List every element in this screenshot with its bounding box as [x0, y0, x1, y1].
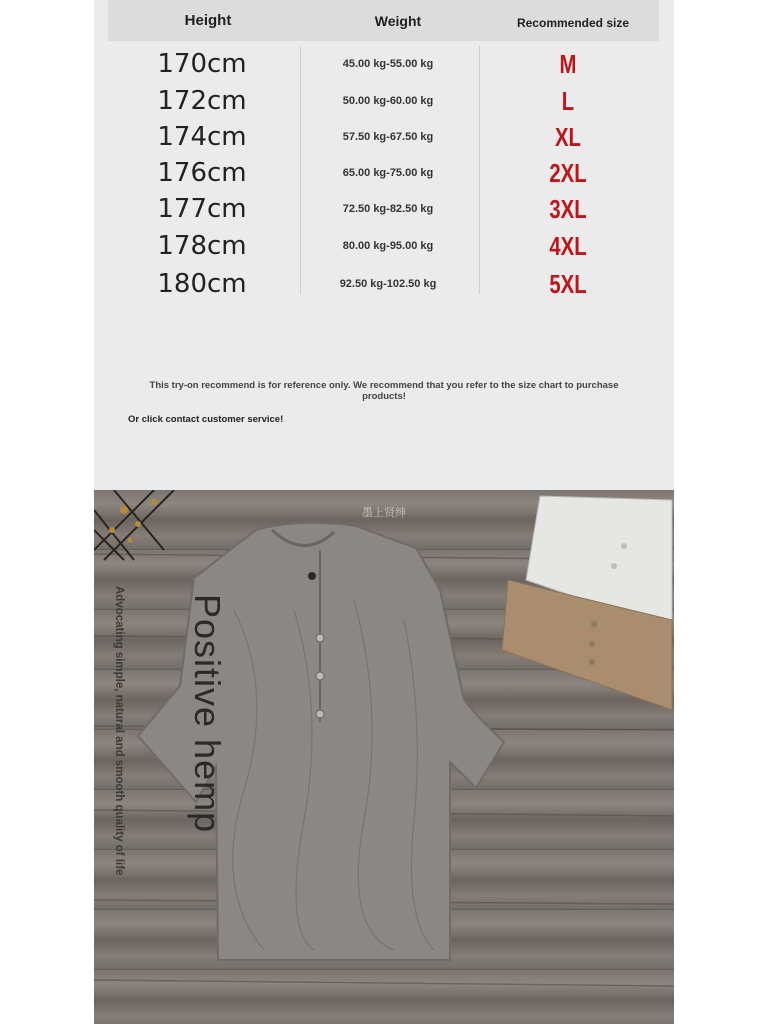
weight-cell: 72.50 kg-82.50 kg: [342, 203, 434, 215]
header-weight: Weight: [374, 12, 422, 29]
height-cell: 170cm: [157, 49, 247, 79]
height-cell: 177cm: [157, 194, 247, 224]
size-chart-panel: [94, 0, 674, 490]
height-cell: 172cm: [157, 86, 247, 116]
contact-link-text[interactable]: Or click contact customer service!: [128, 414, 284, 425]
product-photo: [94, 490, 674, 1024]
shirt-illustration: [94, 490, 674, 1024]
disclaimer-text: This try-on recommend is for reference only. We recommend that you refer to the size chart to purchase products!: [149, 380, 619, 402]
photo-title: Positive hemp: [187, 594, 228, 834]
size-cell: 4XL: [549, 230, 587, 261]
weight-cell: 50.00 kg-60.00 kg: [342, 95, 434, 107]
watermark-text: 墨上贤绅: [362, 507, 406, 519]
height-cell: 174cm: [157, 122, 247, 152]
table-row: [94, 46, 674, 82]
table-row: [94, 155, 674, 191]
table-row: [94, 83, 674, 119]
photo-tagline: Advocating simple, natural and smooth quality of life: [113, 586, 125, 876]
table-row: [94, 266, 674, 302]
size-cell: 3XL: [549, 193, 587, 224]
header-height: Height: [184, 12, 232, 29]
size-cell: XL: [555, 121, 581, 152]
weight-cell: 57.50 kg-67.50 kg: [342, 131, 434, 143]
height-cell: 180cm: [157, 269, 247, 299]
weight-cell: 92.50 kg-102.50 kg: [339, 278, 437, 290]
height-cell: 178cm: [157, 231, 247, 261]
height-cell: 176cm: [157, 158, 247, 188]
size-cell: 5XL: [549, 268, 587, 299]
table-row: [94, 119, 674, 155]
table-row: [94, 228, 674, 264]
weight-cell: 65.00 kg-75.00 kg: [342, 167, 434, 179]
weight-cell: 80.00 kg-95.00 kg: [342, 240, 434, 252]
size-cell: L: [561, 85, 575, 116]
weight-cell: 45.00 kg-55.00 kg: [342, 58, 434, 70]
header-recommended-size: Recommended size: [516, 15, 630, 30]
size-cell: M: [559, 48, 577, 79]
table-header: [108, 0, 659, 41]
size-cell: 2XL: [549, 157, 587, 188]
table-row: [94, 191, 674, 227]
